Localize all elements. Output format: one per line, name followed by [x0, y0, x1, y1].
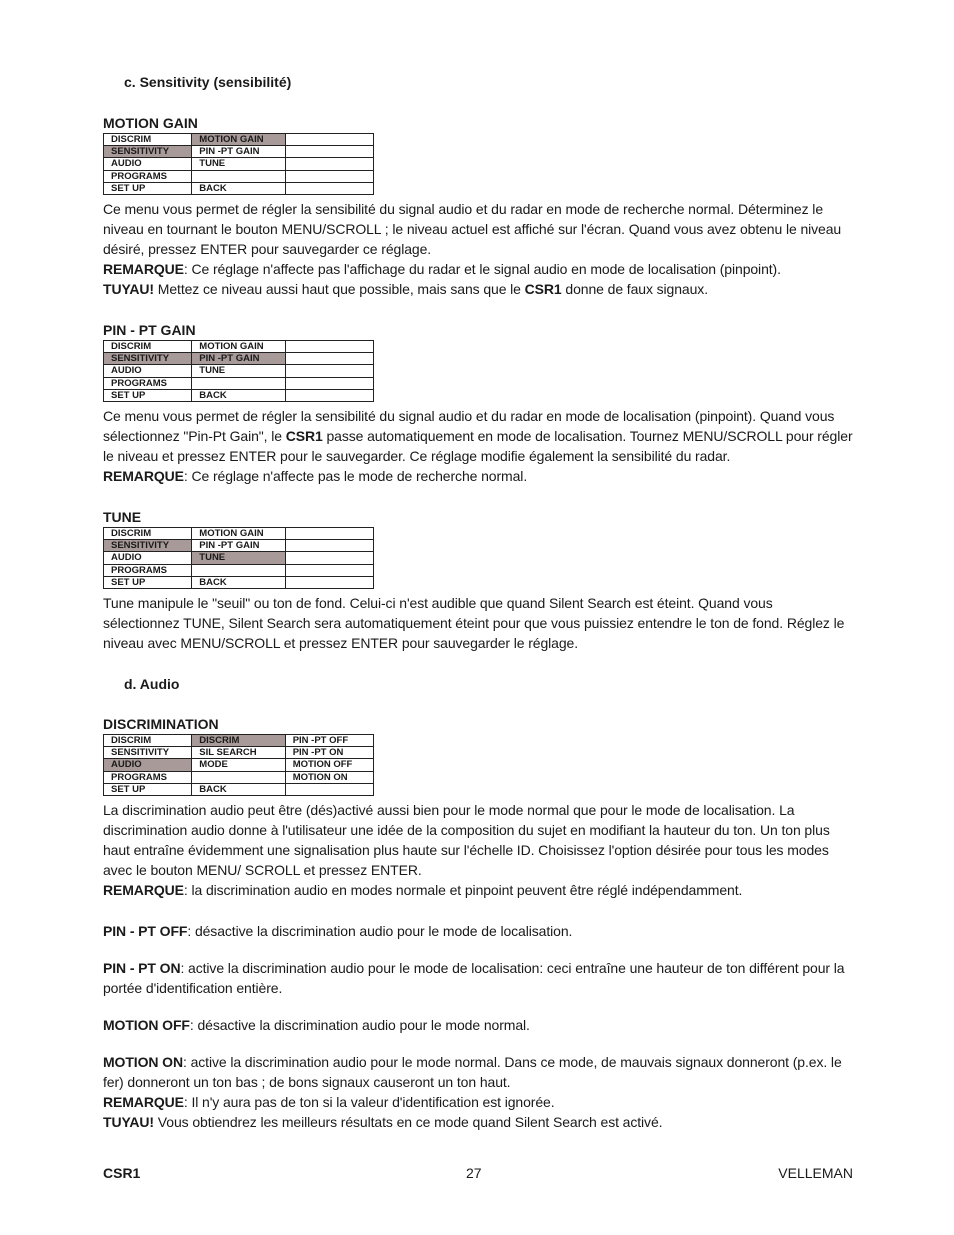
- menu-cell: AUDIO: [104, 365, 192, 377]
- menu-cell: AUDIO: [104, 552, 192, 564]
- menu-cell: [285, 552, 373, 564]
- menu-cell: BACK: [192, 389, 285, 401]
- menu-cell: [285, 158, 373, 170]
- footer-brand: VELLEMAN: [778, 1165, 853, 1181]
- remark-text: : Il n'y aura pas de ton si la valeur d'identification est ignorée.: [183, 1094, 555, 1110]
- tip-text: Mettez ce niveau aussi haut que possible, mais sans que le: [154, 281, 525, 297]
- menu-cell-selected: DISCRIM: [192, 735, 285, 747]
- menu-cell: [285, 341, 373, 353]
- paragraph-motion-on: [103, 1052, 853, 1132]
- paragraph-pin-pt-off: [103, 921, 853, 941]
- menu-cell: [285, 528, 373, 540]
- menu-cell: SET UP: [104, 182, 192, 194]
- option-label: MOTION OFF: [103, 1017, 190, 1033]
- menu-cell-selected: SENSITIVITY: [104, 540, 192, 552]
- menu-cell: SIL SEARCH: [192, 747, 285, 759]
- menu-cell: MOTION GAIN: [192, 341, 285, 353]
- menu-cell: AUDIO: [104, 158, 192, 170]
- product-name: CSR1: [285, 428, 323, 444]
- remark-label: REMARQUE: [103, 468, 184, 484]
- menu-cell: MOTION GAIN: [192, 528, 285, 540]
- body-text: Tune manipule le "seuil" ou ton de fond. Celui-ci n'est audible que quand Silent Search est éteint. Quand vous sélectionnez TUNE, Silent Search sera automatiquement éteint pour que vous puissiez entendre le ton de fond. Réglez le niveau avec MENU/SCROLL et pressez ENTER pour sauvegarder le réglage.: [103, 595, 845, 651]
- menu-cell: DISCRIM: [104, 341, 192, 353]
- menu-cell: PROGRAMS: [104, 771, 192, 783]
- menu-cell: [285, 146, 373, 158]
- menu-cell: DISCRIM: [104, 134, 192, 146]
- menu-cell: [285, 783, 373, 795]
- remark-text: : Ce réglage n'affecte pas le mode de recherche normal.: [183, 468, 528, 484]
- menu-cell: [285, 576, 373, 588]
- section-title-audio: d. Audio: [124, 676, 180, 692]
- remark-label: REMARQUE: [103, 882, 184, 898]
- menu-cell: SET UP: [104, 389, 192, 401]
- menu-cell: MODE: [192, 759, 285, 771]
- menu-cell: DISCRIM: [104, 528, 192, 540]
- option-text: : active la discrimination audio pour le mode normal. Dans ce mode, de mauvais signaux donneront (p.ex. le fer) donneront un ton bas ; de bons signaux causeront un ton haut.: [103, 1054, 842, 1090]
- body-text: passe automatiquement en mode de localisation. Tournez MENU/SCROLL pour régler le niveau et pressez ENTER pour le sauvegarder. Ce réglage modifie également la sensibilité du radar.: [103, 428, 853, 464]
- menu-table-pin-pt-gain: [103, 340, 374, 402]
- footer-product: CSR1: [103, 1165, 141, 1181]
- option-text: : désactive la discrimination audio pour le mode normal.: [189, 1017, 530, 1033]
- menu-cell: TUNE: [192, 365, 285, 377]
- option-label: MOTION ON: [103, 1054, 183, 1070]
- tip-text: donne de faux signaux.: [561, 281, 708, 297]
- remark-label: REMARQUE: [103, 261, 184, 277]
- tip-label: TUYAU!: [103, 281, 154, 297]
- menu-cell-selected: PIN -PT GAIN: [192, 353, 285, 365]
- menu-cell-selected: TUNE: [192, 552, 285, 564]
- menu-cell: PIN -PT ON: [285, 747, 373, 759]
- menu-cell: SET UP: [104, 783, 192, 795]
- menu-cell: PROGRAMS: [104, 377, 192, 389]
- menu-cell-selected: SENSITIVITY: [104, 146, 192, 158]
- tip-label: TUYAU!: [103, 1114, 154, 1130]
- menu-cell: [285, 134, 373, 146]
- heading-tune: TUNE: [103, 509, 142, 525]
- remark-text: : Ce réglage n'affecte pas l'affichage du radar et le signal audio en mode de localisation (pinpoint).: [183, 261, 781, 277]
- remark-text: : la discrimination audio en modes normale et pinpoint peuvent être réglé indépendamment.: [183, 882, 743, 898]
- option-label: PIN - PT OFF: [103, 923, 188, 939]
- option-label: PIN - PT ON: [103, 960, 181, 976]
- menu-cell: [192, 170, 285, 182]
- product-name: CSR1: [524, 281, 562, 297]
- tip-text: Vous obtiendrez les meilleurs résultats en ce mode quand Silent Search est activé.: [154, 1114, 663, 1130]
- menu-cell: [192, 771, 285, 783]
- paragraph-pin-pt-gain: [103, 406, 853, 486]
- paragraph-motion-off: [103, 1015, 853, 1035]
- menu-cell: [285, 540, 373, 552]
- menu-cell: [285, 182, 373, 194]
- menu-cell: BACK: [192, 783, 285, 795]
- menu-cell: SET UP: [104, 576, 192, 588]
- menu-cell: BACK: [192, 576, 285, 588]
- menu-cell-selected: SENSITIVITY: [104, 353, 192, 365]
- footer-page-number: 27: [466, 1165, 482, 1181]
- menu-cell: TUNE: [192, 158, 285, 170]
- paragraph-pin-pt-on: [103, 958, 853, 998]
- menu-cell: [192, 377, 285, 389]
- menu-cell: BACK: [192, 182, 285, 194]
- menu-cell: [285, 353, 373, 365]
- menu-cell: SENSITIVITY: [104, 747, 192, 759]
- menu-cell: MOTION ON: [285, 771, 373, 783]
- option-text: : active la discrimination audio pour le mode de localisation: ceci entraîne une hauteur de ton différent pour la portée d'identification entière.: [103, 960, 845, 996]
- menu-table-tune: [103, 527, 374, 589]
- menu-cell: PIN -PT GAIN: [192, 540, 285, 552]
- menu-cell: PIN -PT OFF: [285, 735, 373, 747]
- menu-cell: PROGRAMS: [104, 170, 192, 182]
- menu-cell: PIN -PT GAIN: [192, 146, 285, 158]
- section-title-sensitivity: c. Sensitivity (sensibilité): [124, 74, 292, 90]
- heading-motion-gain: MOTION GAIN: [103, 115, 198, 131]
- menu-table-discrimination: [103, 734, 374, 796]
- paragraph-discrimination: [103, 800, 853, 900]
- body-text: Ce menu vous permet de régler la sensibilité du signal audio et du radar en mode de recherche normal. Déterminez le niveau en tournant le bouton MENU/SCROLL ; le niveau actuel est affiché sur l'écran. Quand vous avez obtenu le niveau désiré, pressez ENTER pour sauvegarder ce réglage.: [103, 201, 842, 257]
- paragraph-motion-gain: [103, 199, 853, 299]
- menu-cell: [285, 170, 373, 182]
- menu-cell-selected: AUDIO: [104, 759, 192, 771]
- menu-cell: [192, 564, 285, 576]
- paragraph-tune: [103, 593, 853, 653]
- menu-cell: PROGRAMS: [104, 564, 192, 576]
- menu-table-motion-gain: [103, 133, 374, 195]
- menu-cell: [285, 365, 373, 377]
- menu-cell: [285, 564, 373, 576]
- menu-cell: [285, 377, 373, 389]
- menu-cell: DISCRIM: [104, 735, 192, 747]
- menu-cell: [285, 389, 373, 401]
- remark-label: REMARQUE: [103, 1094, 184, 1110]
- menu-cell: MOTION OFF: [285, 759, 373, 771]
- heading-pin-pt-gain: PIN - PT GAIN: [103, 322, 196, 338]
- heading-discrimination: DISCRIMINATION: [103, 716, 219, 732]
- option-text: : désactive la discrimination audio pour le mode de localisation.: [187, 923, 573, 939]
- body-text: La discrimination audio peut être (dés)activé aussi bien pour le mode normal que pour le mode de localisation. La discrimination audio donne à l'utilisateur une idée de la composition du sujet en modifiant la hauteur du ton. Un ton plus haut entraîne évidemment une signalisation plus haute sur l'échelle ID. Choisissez l'option désirée pour tous les modes avec le bouton MENU/ SCROLL et pressez ENTER.: [103, 802, 830, 878]
- menu-cell-selected: MOTION GAIN: [192, 134, 285, 146]
- body-text: Ce menu vous permet de régler la sensibilité du signal audio et du radar en mode de localisation (pinpoint). Quand vous sélectionnez "Pin-Pt Gain", le: [103, 408, 835, 444]
